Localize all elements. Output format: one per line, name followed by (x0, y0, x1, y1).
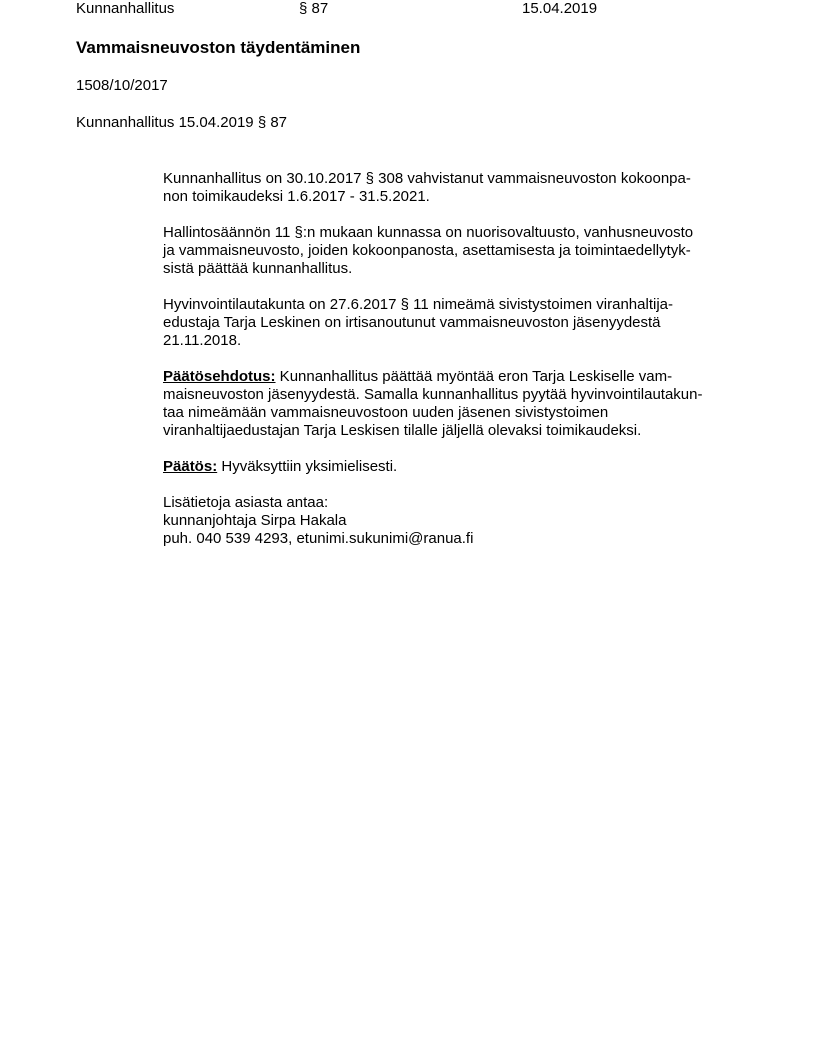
proposal-label: Päätösehdotus: (163, 368, 276, 385)
paragraph-proposal (163, 368, 753, 440)
header-section-number: § 87 (299, 0, 329, 17)
paragraph-regulation (163, 224, 753, 278)
header-date: 15.04.2019 (522, 0, 598, 17)
proposal-first-line: Kunnanhallitus päättää myöntää eron Tarja Leskiselle vam- (275, 368, 673, 385)
text-line: Hallintosäännön 11 §:n mukaan kunnassa on nuorisovaltuusto, vanhusneuvosto (163, 224, 694, 241)
document-body (163, 170, 753, 566)
text-line: 21.11.2018. (163, 332, 242, 349)
decision-label: Päätös: (163, 458, 218, 475)
paragraph-background (163, 170, 753, 206)
text-line: non toimikaudeksi 1.6.2017 - 31.5.2021. (163, 188, 430, 205)
contact-intro: Lisätietoja asiasta antaa: (163, 494, 329, 511)
document-title: Vammaisneuvoston täydentäminen (76, 38, 361, 57)
text-line: Kunnanhallitus on 30.10.2017 § 308 vahvistanut vammaisneuvoston kokoonpa- (163, 170, 691, 187)
text-line: Hyvinvointilautakunta on 27.6.2017 § 11 nimeämä sivistystoimen viranhaltija- (163, 296, 673, 313)
text-line: taa nimeämään vammaisneuvostoon uuden jäsenen sivistystoimen (163, 404, 609, 421)
paragraph-contact (163, 494, 753, 548)
header-organ: Kunnanhallitus (76, 0, 175, 17)
paragraph-resignation (163, 296, 753, 350)
contact-details: puh. 040 539 4293, etunimi.sukunimi@ranua.fi (163, 530, 474, 547)
text-line: maisneuvoston jäsenyydestä. Samalla kunnanhallitus pyytää hyvinvointilautakun- (163, 386, 703, 403)
decision-text: Hyväksyttiin yksimielisesti. (217, 458, 398, 475)
contact-person: kunnanjohtaja Sirpa Hakala (163, 512, 347, 529)
text-line: viranhaltijaedustajan Tarja Leskisen tilalle jäljellä olevaksi toimikaudeksi. (163, 422, 642, 439)
meeting-reference: Kunnanhallitus 15.04.2019 § 87 (76, 114, 288, 131)
paragraph-decision (163, 458, 753, 476)
text-line: sistä päättää kunnanhallitus. (163, 260, 353, 277)
text-line: edustaja Tarja Leskinen on irtisanoutunut vammaisneuvoston jäsenyydestä (163, 314, 661, 331)
text-line (163, 458, 753, 476)
text-line (163, 368, 753, 386)
page-header (0, 0, 816, 20)
text-line: ja vammaisneuvosto, joiden kokoonpanosta, asettamisesta ja toimintaedellytyk- (163, 242, 691, 259)
document-number: 1508/10/2017 (76, 77, 168, 94)
